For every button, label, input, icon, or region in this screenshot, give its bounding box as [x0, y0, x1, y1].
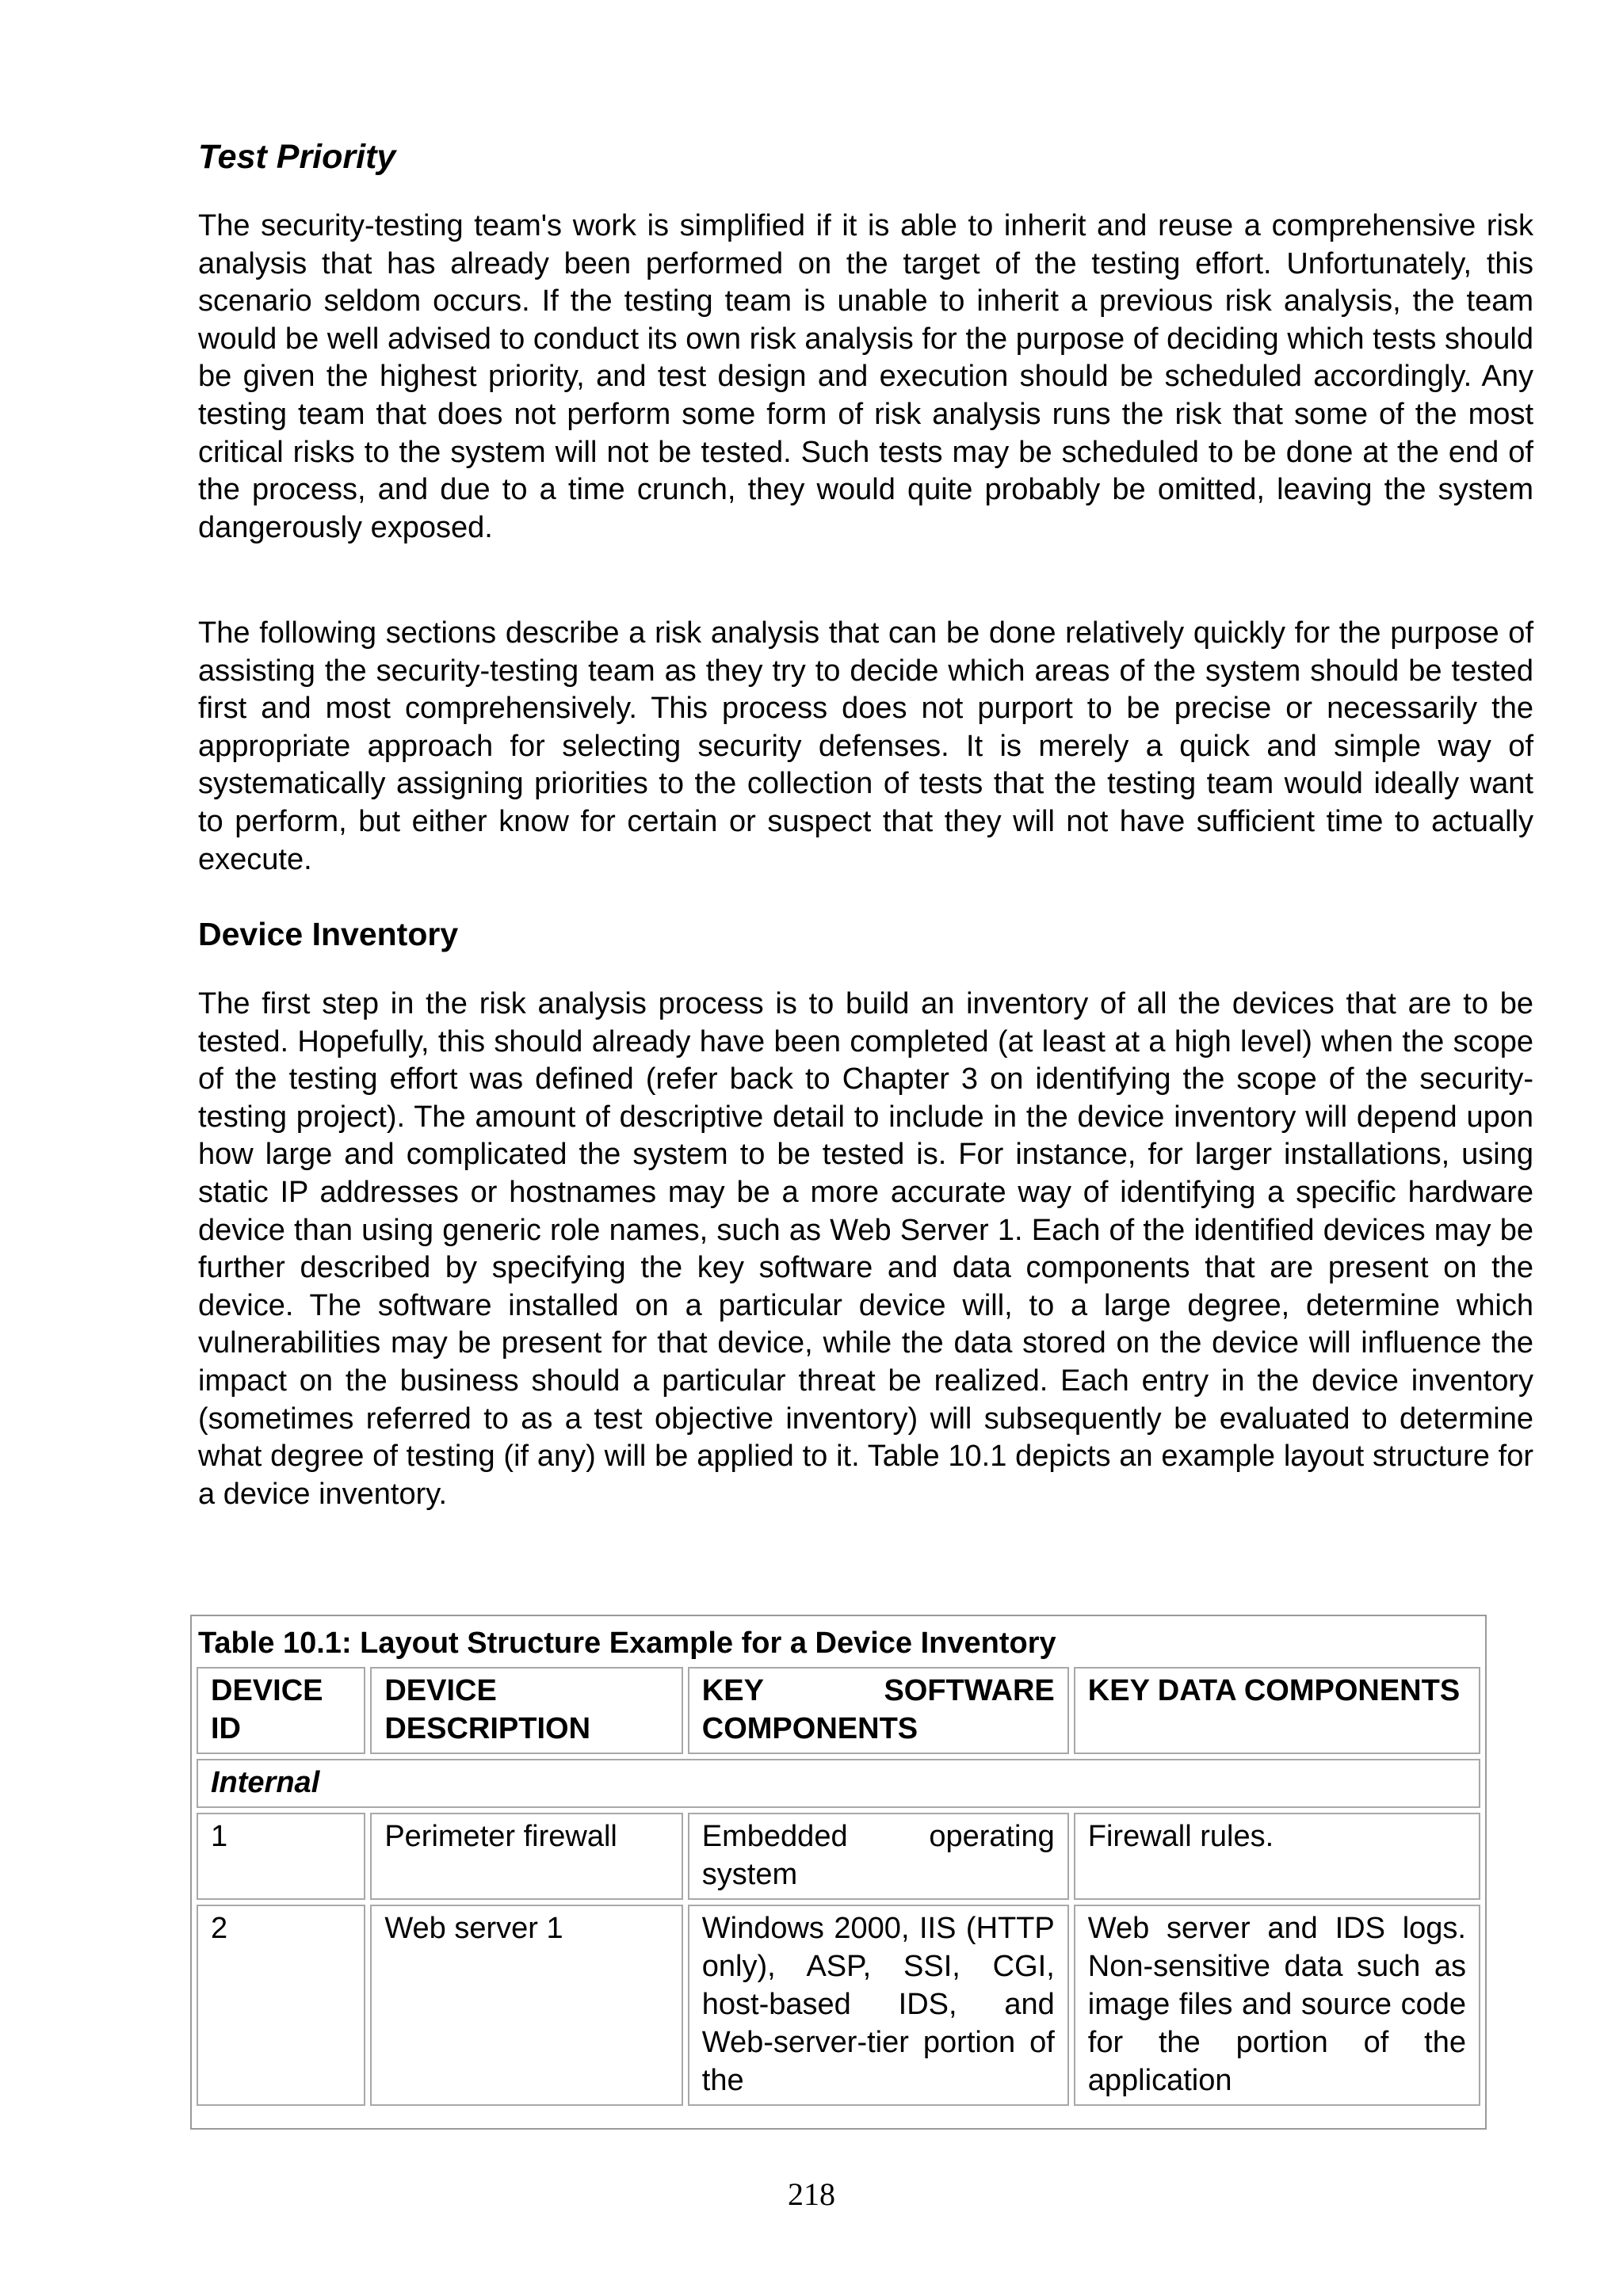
- table-caption: Table 10.1: Layout Structure Example for a Device Inventory: [198, 1627, 1056, 1660]
- table-row: [197, 1813, 1480, 1900]
- header-key-data-components: KEY DATA COMPONENTS: [1074, 1667, 1480, 1754]
- table-row: [197, 1905, 1480, 2106]
- table-header-row: [197, 1667, 1480, 1754]
- paragraph-device-inventory: The first step in the risk analysis process is to build an inventory of all the devices that are to be tested. Hopefully, this should already have been completed (at least at a high level) when the scope of the testing effort was defined (refer back to Chapter 3 on identifying the scope of the security-testing project). The amount of descriptive detail to include in the device inventory will depend upon how large and complicated the system to be tested is. For instance, for larger installations, using static IP addresses or hostnames may be a more accurate way of identifying a specific hardware device than using generic role names, such as Web Server 1. Each of the identified devices may be further described by specifying the key software and data components that are present on the device. The software installed on a particular device will, to a large degree, determine which vulnerabilities may be present for that device, while the data stored on the device will influence the impact on the business should a particular threat be realized. Each entry in the device inventory (sometimes referred to as a test objective inventory) will subsequently be evaluated to determine what degree of testing (if any) will be applied to it. Table 10.1 depicts an example layout structure for a device inventory.: [198, 987, 1533, 1511]
- device-inventory-table-frame: [190, 1615, 1487, 2130]
- section-label-internal: Internal: [197, 1759, 1480, 1808]
- page-number: 218: [788, 2176, 835, 2212]
- paragraph-test-priority-2: The following sections describe a risk analysis that can be done relatively quickly for the purpose of assisting the security-testing team as they try to decide which areas of the system should be tested first and most comprehensively. This process does not purport to be precise or necessarily the appropriate approach for selecting security defenses. It is merely a quick and simple way of systematically assigning priorities to the collection of tests that the testing team would ideally want to perform, but either know for certain or suspect that they will not have sufficient time to actually execute.: [198, 616, 1533, 876]
- paragraph-test-priority-1: The security-testing team's work is simplified if it is able to inherit and reuse a comprehensive risk analysis that has already been performed on the target of the testing effort. Unfortunately, this scenario seldom occurs. If the testing team is unable to inherit a previous risk analysis, the team would be well advised to conduct its own risk analysis for the purpose of deciding which tests should be given the highest priority, and test design and execution should be scheduled accordingly. Any testing team that does not perform some form of risk analysis runs the risk that some of the most critical risks to the system will not be tested. Such tests may be scheduled to be done at the end of the process, and due to a time crunch, they would quite probably be omitted, leaving the system dangerously exposed.: [198, 209, 1533, 544]
- cell-key-data: Web server and IDS logs. Non-sensitive data such as image files and source code for the portion of the application: [1074, 1905, 1480, 2106]
- table-section-row: [197, 1759, 1480, 1808]
- cell-device-description: Web server 1: [370, 1905, 682, 2106]
- header-key-software-components: KEY SOFTWARE COMPONENTS: [688, 1667, 1069, 1754]
- cell-key-data: Firewall rules.: [1074, 1813, 1480, 1900]
- header-device-id: DEVICE ID: [197, 1667, 365, 1754]
- device-inventory-table: [192, 1616, 1485, 2111]
- cell-device-description: Perimeter firewall: [370, 1813, 682, 1900]
- cell-key-software: Windows 2000, IIS (HTTP only), ASP, SSI, CGI, host-based IDS, and Web-server-tier portion of the: [688, 1905, 1069, 2106]
- cell-key-software: Embedded operating system: [688, 1813, 1069, 1900]
- heading-device-inventory: Device Inventory: [198, 916, 459, 952]
- heading-test-priority: Test Priority: [198, 138, 396, 176]
- cell-device-id: 2: [197, 1905, 365, 2106]
- cell-device-id: 1: [197, 1813, 365, 1900]
- header-device-description: DEVICE DESCRIPTION: [370, 1667, 682, 1754]
- table-caption-row: [197, 1621, 1480, 1662]
